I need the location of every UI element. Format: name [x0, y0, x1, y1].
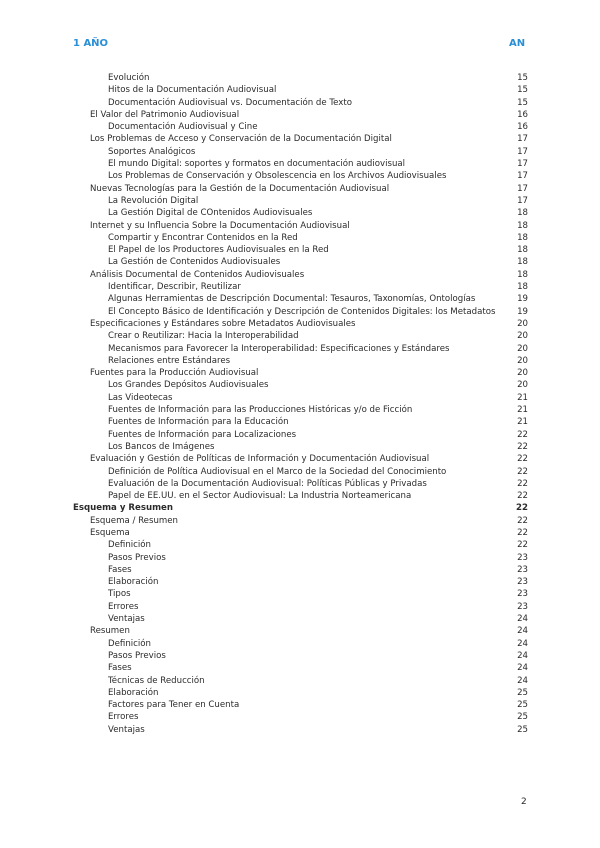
toc-entry-page: 20: [517, 355, 528, 366]
toc-entry-page: 17: [517, 195, 528, 206]
toc-entry-page: 24: [517, 650, 528, 661]
toc-entry-title: Hitos de la Documentación Audiovisual: [108, 85, 277, 96]
toc-entry-title: El mundo Digital: soportes y formatos en documentación audiovisual: [108, 159, 406, 170]
toc-entry-title: Compartir y Encontrar Contenidos en la Red: [108, 232, 298, 243]
toc-entry-title: El Papel de los Productores Audiovisuales en la Red: [108, 245, 329, 256]
toc-entry-title: Evaluación y Gestión de Políticas de Información y Documentación Audiovisual: [90, 454, 430, 465]
toc-entry-page: 17: [517, 146, 528, 157]
toc-entry-page: 18: [517, 220, 528, 231]
toc-entry[interactable]: [73, 724, 528, 736]
toc-entry-page: 15: [517, 73, 528, 83]
toc-entry-page: 17: [517, 171, 528, 182]
toc-entry-page: 22: [516, 503, 528, 514]
toc-entry-title: Ventajas: [108, 614, 145, 625]
toc-entry[interactable]: [73, 416, 528, 428]
toc-entry-page: 22: [517, 491, 528, 502]
toc-entry-title: Crear o Reutilizar: Hacia la Interoperabilidad: [108, 331, 299, 342]
toc-entry-page: 22: [517, 429, 528, 440]
toc-entry-page: 16: [517, 122, 528, 133]
toc-entry[interactable]: [73, 244, 528, 256]
toc-entry[interactable]: [73, 367, 528, 379]
toc-entry[interactable]: [73, 650, 528, 662]
toc-entry-title: Papel de EE.UU. en el Sector Audiovisual: La Industria Norteamericana: [108, 491, 412, 502]
toc-entry-title: Esquema y Resumen: [73, 503, 174, 514]
toc-entry[interactable]: [73, 478, 528, 490]
toc-entry[interactable]: [73, 109, 528, 121]
toc-entry-page: 17: [517, 159, 528, 170]
toc-entry-page: 20: [517, 343, 528, 354]
toc-entry[interactable]: [73, 293, 528, 305]
toc-entry[interactable]: [73, 195, 528, 207]
toc-entry-page: 20: [517, 331, 528, 342]
toc-entry-page: 20: [517, 380, 528, 391]
toc-entry[interactable]: [73, 625, 528, 637]
toc-entry[interactable]: [73, 711, 528, 723]
toc-entry-page: 18: [517, 269, 528, 280]
toc-entry[interactable]: [73, 699, 528, 711]
toc-entry-page: 25: [517, 700, 528, 711]
toc-entry[interactable]: [73, 662, 528, 674]
toc-entry-title: Elaboración: [108, 577, 159, 588]
toc-entry[interactable]: [73, 183, 528, 195]
toc-entry-page: 21: [517, 417, 528, 428]
toc-entry[interactable]: [73, 527, 528, 539]
toc-entry-page: 22: [517, 441, 528, 452]
toc-entry-title: Fuentes para la Producción Audiovisual: [90, 368, 259, 379]
toc-entry-title: Resumen: [90, 626, 130, 637]
toc-entry-page: 20: [517, 368, 528, 379]
toc-entry-title: Especificaciones y Estándares sobre Metadatos Audiovisuales: [90, 318, 356, 329]
page-number: 2: [521, 797, 527, 807]
toc-entry[interactable]: [73, 404, 528, 416]
toc-entry[interactable]: [73, 552, 528, 564]
toc-entry-title: Algunas Herramientas de Descripción Documental: Tesauros, Taxonomías, Ontologías: [108, 294, 476, 305]
toc-entry-page: 18: [517, 257, 528, 268]
toc-entry-page: 17: [517, 183, 528, 194]
toc-entry-title: Fuentes de Información para la Educación: [108, 417, 289, 428]
toc-entry-title: La Revolución Digital: [108, 195, 199, 206]
toc-entry-page: 18: [517, 232, 528, 243]
toc-entry-title: Pasos Previos: [108, 552, 166, 563]
toc-entry[interactable]: [73, 429, 528, 441]
toc-entry-page: 20: [517, 318, 528, 329]
toc-entry-title: Definición: [108, 638, 151, 649]
toc-entry-title: Nuevas Tecnologías para la Gestión de la Documentación Audiovisual: [90, 183, 390, 194]
toc-entry[interactable]: [73, 343, 528, 355]
toc-entry[interactable]: [73, 220, 528, 232]
toc-entry-page: 18: [517, 245, 528, 256]
toc-entry[interactable]: [73, 318, 528, 330]
toc-entry-title: Análisis Documental de Contenidos Audiovisuales: [90, 269, 305, 280]
toc-entry-page: 17: [517, 134, 528, 145]
toc-entry-title: Documentación Audiovisual vs. Documentación de Texto: [108, 97, 353, 108]
toc-entry-page: 22: [517, 540, 528, 551]
toc-entry[interactable]: [73, 158, 528, 170]
toc-entry-title: Evaluación de la Documentación Audiovisual: Políticas Públicas y Privadas: [108, 478, 427, 489]
toc-entry-title: Errores: [108, 712, 139, 723]
toc-entry-page: 21: [517, 392, 528, 403]
toc-entry-title: Errores: [108, 601, 139, 612]
toc-entry-page: 25: [517, 712, 528, 723]
toc-entry-title: Identificar, Describir, Reutilizar: [108, 282, 241, 293]
toc-entry[interactable]: [73, 232, 528, 244]
table-of-contents: [73, 72, 528, 736]
toc-entry[interactable]: [73, 146, 528, 158]
toc-entry-page: 22: [517, 454, 528, 465]
toc-entry-page: 23: [517, 601, 528, 612]
toc-entry[interactable]: [73, 170, 528, 182]
toc-entry-title: Fuentes de Información para Localizaciones: [108, 429, 297, 440]
header-left-label: 1 AÑO: [73, 38, 109, 49]
toc-entry[interactable]: [73, 379, 528, 391]
toc-entry-page: 22: [517, 527, 528, 538]
toc-entry-title: Fases: [108, 663, 132, 674]
toc-entry[interactable]: [73, 453, 528, 465]
toc-entry[interactable]: [73, 392, 528, 404]
toc-entry-page: 15: [517, 97, 528, 108]
toc-entry-title: Esquema: [90, 527, 130, 538]
header-right-label: AN: [509, 38, 526, 49]
toc-entry-page: 23: [517, 552, 528, 563]
toc-entry-title: Las Videotecas: [108, 392, 173, 403]
toc-entry-title: Fuentes de Información para las Producciones Históricas y/o de Ficción: [108, 405, 413, 416]
toc-entry-title: Técnicas de Reducción: [108, 675, 205, 686]
toc-entry[interactable]: [73, 441, 528, 453]
toc-entry-title: Tipos: [108, 589, 131, 600]
toc-entry-title: Evolución: [108, 73, 150, 83]
toc-entry-title: El Valor del Patrimonio Audiovisual: [90, 109, 240, 120]
toc-entry-page: 25: [517, 687, 528, 698]
toc-entry[interactable]: [73, 675, 528, 687]
toc-entry[interactable]: [73, 613, 528, 625]
toc-entry-title: Fases: [108, 564, 132, 575]
toc-entry[interactable]: [73, 564, 528, 576]
toc-entry-title: Definición: [108, 540, 151, 551]
toc-entry-title: Los Problemas de Conservación y Obsolescencia en los Archivos Audiovisuales: [108, 171, 447, 182]
toc-entry-title: Soportes Analógicos: [108, 146, 196, 157]
toc-entry[interactable]: [73, 306, 528, 318]
toc-entry-title: Internet y su Influencia Sobre la Documentación Audiovisual: [90, 220, 350, 231]
toc-entry-page: 18: [517, 282, 528, 293]
toc-entry[interactable]: [73, 97, 528, 109]
toc-entry-page: 23: [517, 589, 528, 600]
toc-entry-title: Los Problemas de Acceso y Conservación de la Documentación Digital: [90, 134, 392, 145]
toc-entry[interactable]: [73, 466, 528, 478]
toc-entry[interactable]: [73, 638, 528, 650]
toc-entry[interactable]: [73, 207, 528, 219]
toc-entry[interactable]: [73, 576, 528, 588]
toc-entry[interactable]: [73, 355, 528, 367]
toc-entry[interactable]: [73, 72, 528, 84]
toc-entry[interactable]: [73, 490, 528, 502]
toc-entry-page: 24: [517, 675, 528, 686]
toc-entry-page: 23: [517, 577, 528, 588]
toc-entry[interactable]: [73, 588, 528, 600]
toc-entry-page: 22: [517, 478, 528, 489]
toc-entry-title: Elaboración: [108, 687, 159, 698]
toc-entry-page: 19: [517, 306, 528, 317]
toc-entry-title: Ventajas: [108, 724, 145, 735]
toc-entry-title: La Gestión de Contenidos Audiovisuales: [108, 257, 281, 268]
toc-entry-title: Relaciones entre Estándares: [108, 355, 231, 366]
toc-entry-page: 25: [517, 724, 528, 735]
toc-entry-title: Esquema / Resumen: [90, 515, 178, 526]
toc-entry-page: 24: [517, 663, 528, 674]
toc-entry-page: 15: [517, 85, 528, 96]
toc-entry-page: 24: [517, 638, 528, 649]
toc-entry-title: Definición de Política Audiovisual en el Marco de la Sociedad del Conocimiento: [108, 466, 447, 477]
toc-entry-title: El Concepto Básico de Identificación y Descripción de Contenidos Digitales: los Metadatos: [108, 306, 496, 317]
toc-entry[interactable]: [73, 256, 528, 268]
toc-entry-page: 19: [517, 294, 528, 305]
toc-entry-page: 18: [517, 208, 528, 219]
toc-entry-page: 24: [517, 626, 528, 637]
toc-entry-page: 24: [517, 614, 528, 625]
toc-entry-title: Factores para Tener en Cuenta: [108, 700, 240, 711]
toc-entry[interactable]: [73, 281, 528, 293]
toc-entry-page: 22: [517, 515, 528, 526]
toc-entry[interactable]: [73, 539, 528, 551]
toc-entry-page: 22: [517, 466, 528, 477]
toc-entry-title: Pasos Previos: [108, 650, 166, 661]
toc-entry-page: 23: [517, 564, 528, 575]
toc-entry-title: Documentación Audiovisual y Cine: [108, 122, 258, 133]
toc-entry[interactable]: [73, 515, 528, 527]
toc-entry-page: 21: [517, 405, 528, 416]
toc-entry[interactable]: [73, 133, 528, 145]
toc-entry-page: 16: [517, 109, 528, 120]
toc-entry-title: La Gestión Digital de COntenidos Audiovisuales: [108, 208, 313, 219]
toc-entry[interactable]: [73, 687, 528, 699]
toc-entry[interactable]: [73, 502, 528, 514]
toc-entry[interactable]: [73, 601, 528, 613]
toc-entry-title: Mecanismos para Favorecer la Interoperabilidad: Especificaciones y Estándares: [108, 343, 450, 354]
toc-entry-title: Los Grandes Depósitos Audiovisuales: [108, 380, 269, 391]
toc-entry[interactable]: [73, 121, 528, 133]
toc-entry[interactable]: [73, 330, 528, 342]
toc-entry[interactable]: [73, 269, 528, 281]
toc-entry-title: Los Bancos de Imágenes: [108, 441, 215, 452]
toc-entry[interactable]: [73, 84, 528, 96]
